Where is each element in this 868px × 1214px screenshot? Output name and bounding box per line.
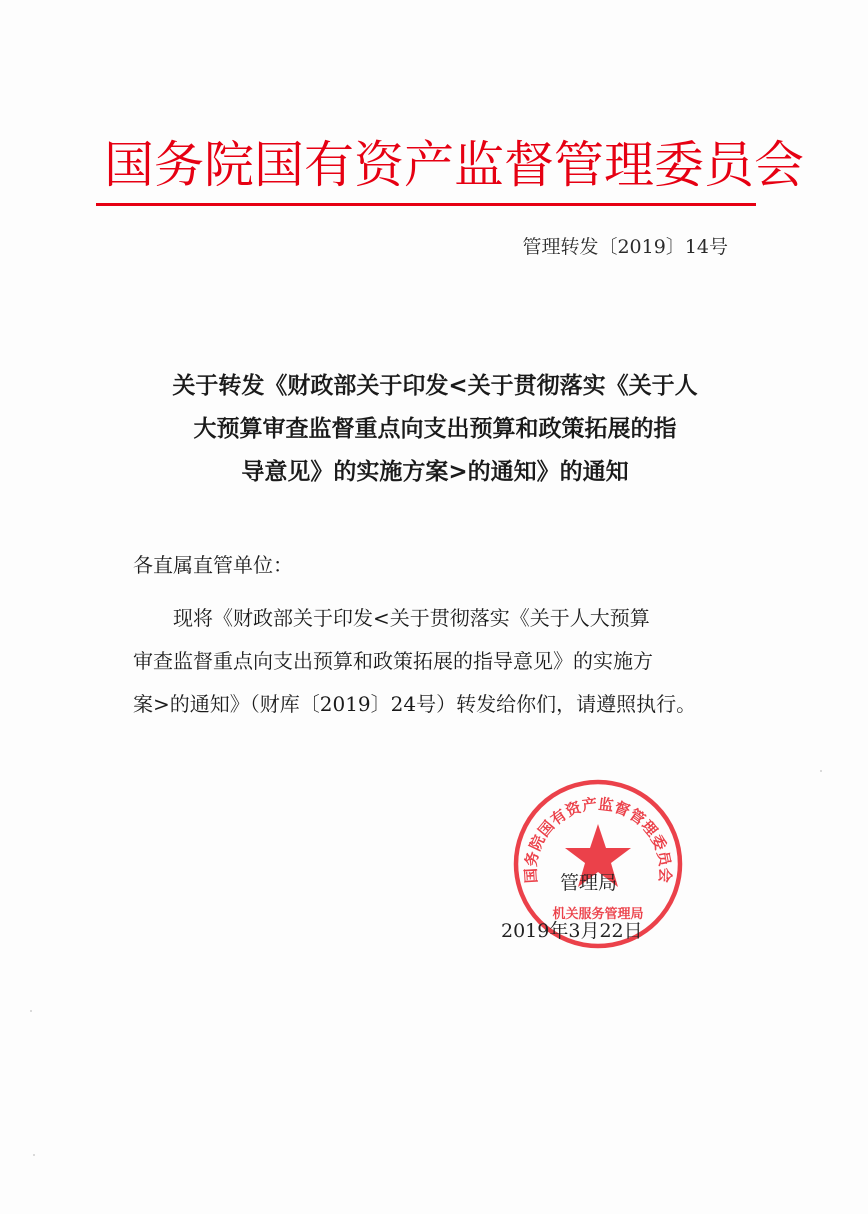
seal-outer-text: 国务院国有资产监督管理委员会: [521, 795, 675, 884]
document-title: [120, 365, 750, 494]
signature-issuer: 管理局: [560, 872, 618, 894]
body-line: 案>的通知》（财库〔2019〕24号）转发给你们，请遵照执行。: [133, 692, 697, 716]
document-number: 管理转发〔2019〕14号: [522, 236, 728, 258]
title-line: 导意见》的实施方案>的通知》的通知: [241, 459, 629, 485]
scan-speck: [33, 1154, 35, 1156]
title-line: 大预算审查监督重点向支出预算和政策拓展的指: [193, 416, 677, 442]
recipient-line: 各直属直管单位：: [133, 553, 293, 577]
title-line: 关于转发《财政部关于印发<关于贯彻落实《关于人: [172, 373, 698, 399]
body-line: 审查监督重点向支出预算和政策拓展的指导意见》的实施方: [133, 649, 653, 673]
signature-date: 2019年3月22日: [501, 920, 643, 942]
letterhead-rule: [96, 203, 756, 206]
letterhead-organization: 国务院国有资产监督管理委员会: [104, 136, 804, 194]
scan-speck: [820, 770, 822, 772]
body-line: 现将《财政部关于印发<关于贯彻落实《关于人大预算: [173, 606, 650, 630]
seal-inner-text: 机关服务管理局: [552, 907, 644, 922]
body-paragraph: [133, 597, 753, 726]
scan-speck: [30, 1010, 32, 1012]
